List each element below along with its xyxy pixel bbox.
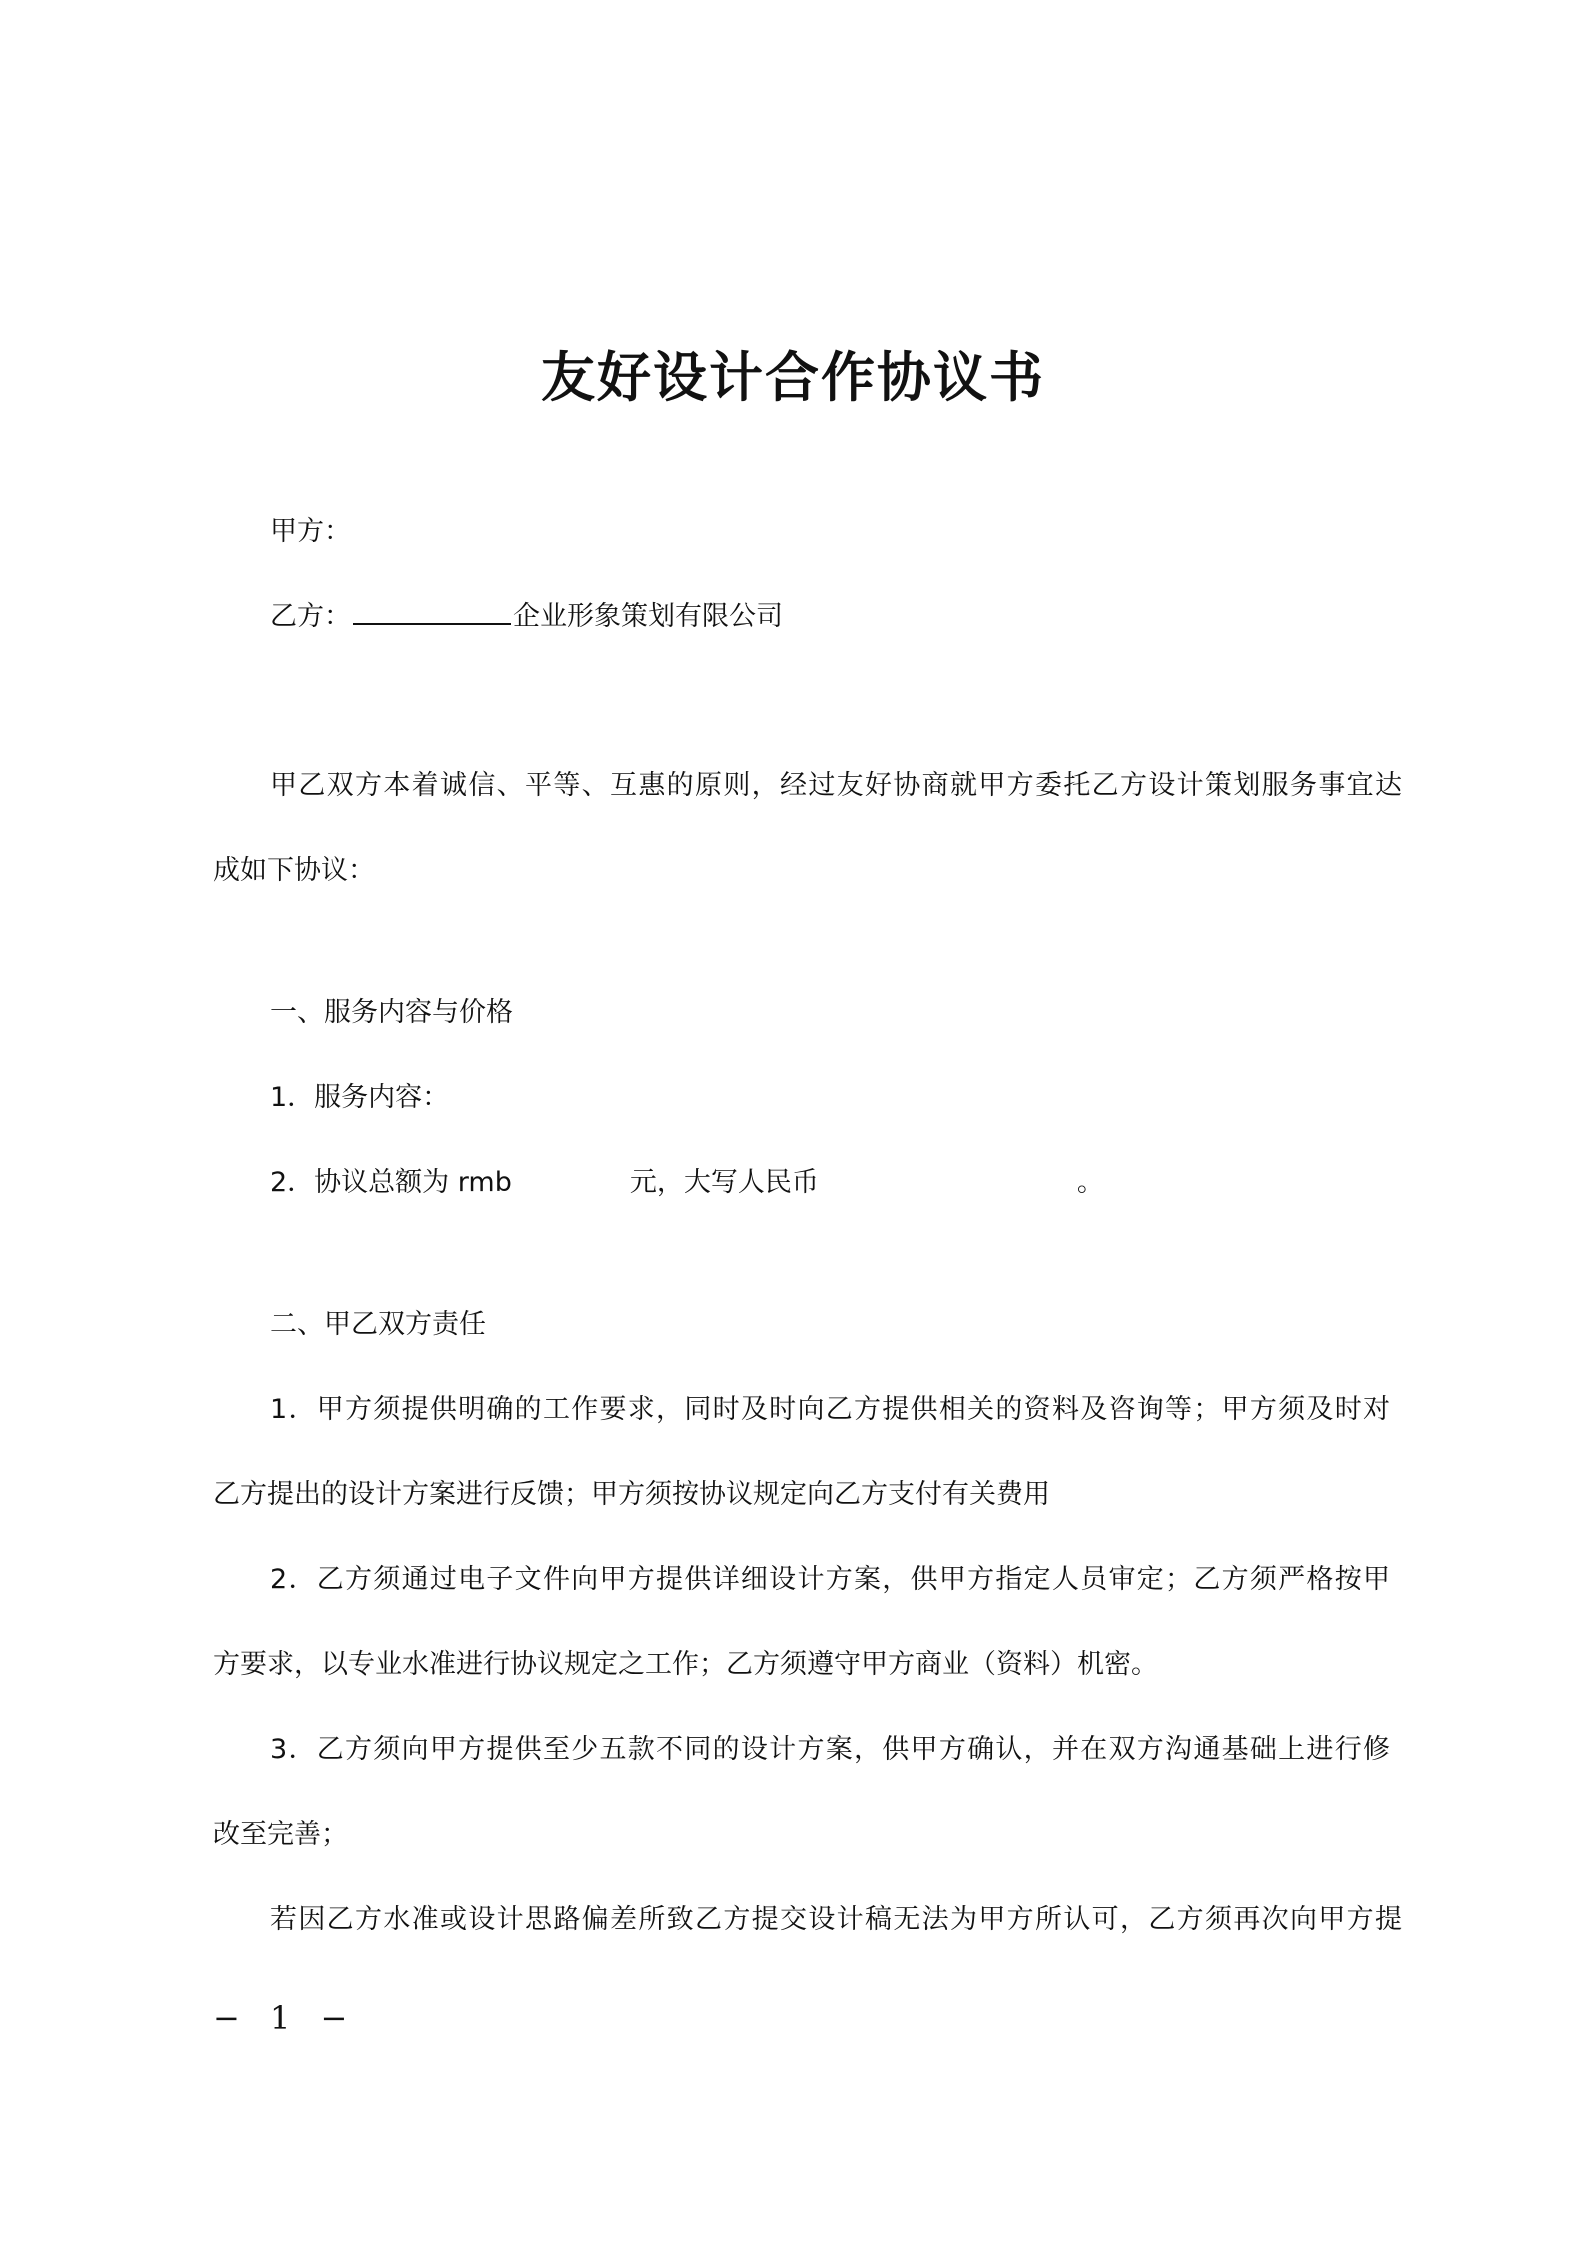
- section2-para-line1: 若因乙方水准或设计思路偏差所致乙方提交设计稿无法为甲方所认可，乙方须再次向甲方提: [270, 1904, 1402, 1935]
- section2-item2-line1: 2．乙方须通过电子文件向甲方提供详细设计方案，供甲方指定人员审定；乙方须严格按甲: [270, 1564, 1390, 1595]
- preamble-line-2: 成如下协议：: [213, 855, 375, 886]
- document-title: 友好设计合作协议书: [541, 346, 1045, 409]
- section2-item1-line2: 乙方提出的设计方案进行反馈；甲方须按协议规定向乙方支付有关费用: [213, 1479, 1050, 1510]
- section2-item3-line1: 3．乙方须向甲方提供至少五款不同的设计方案，供甲方确认，并在双方沟通基础上进行修: [270, 1734, 1390, 1765]
- party-b-company: 企业形象策划有限公司: [513, 601, 783, 632]
- party-b-line: [270, 597, 783, 637]
- party-b-blank: [353, 597, 511, 625]
- section1-item2: [270, 1163, 1104, 1203]
- item2-uppercase-label: 元，大写人民币: [629, 1167, 819, 1198]
- page-number: − 1 −: [213, 1999, 358, 2037]
- section2-item2-line2: 方要求，以专业水准进行协议规定之工作；乙方须遵守甲方商业（资料）机密。: [213, 1649, 1158, 1680]
- section2-heading: 二、甲乙双方责任: [270, 1309, 486, 1340]
- item2-amount-label: 2．协议总额为 rmb: [270, 1167, 512, 1198]
- section2-item3-line2: 改至完善；: [213, 1819, 348, 1850]
- party-a-line: [270, 512, 351, 552]
- section1-heading: 一、服务内容与价格: [270, 997, 513, 1028]
- section1-item1: 1．服务内容：: [270, 1082, 450, 1113]
- preamble-line-1: 甲乙双方本着诚信、平等、互惠的原则，经过友好协商就甲方委托乙方设计策划服务事宜达: [270, 770, 1402, 801]
- party-b-label: 乙方：: [270, 601, 351, 632]
- party-a-label: 甲方：: [270, 516, 351, 547]
- section2-item1-line1: 1．甲方须提供明确的工作要求，同时及时向乙方提供相关的资料及咨询等；甲方须及时对: [270, 1394, 1390, 1425]
- item2-end: 。: [1076, 1167, 1104, 1198]
